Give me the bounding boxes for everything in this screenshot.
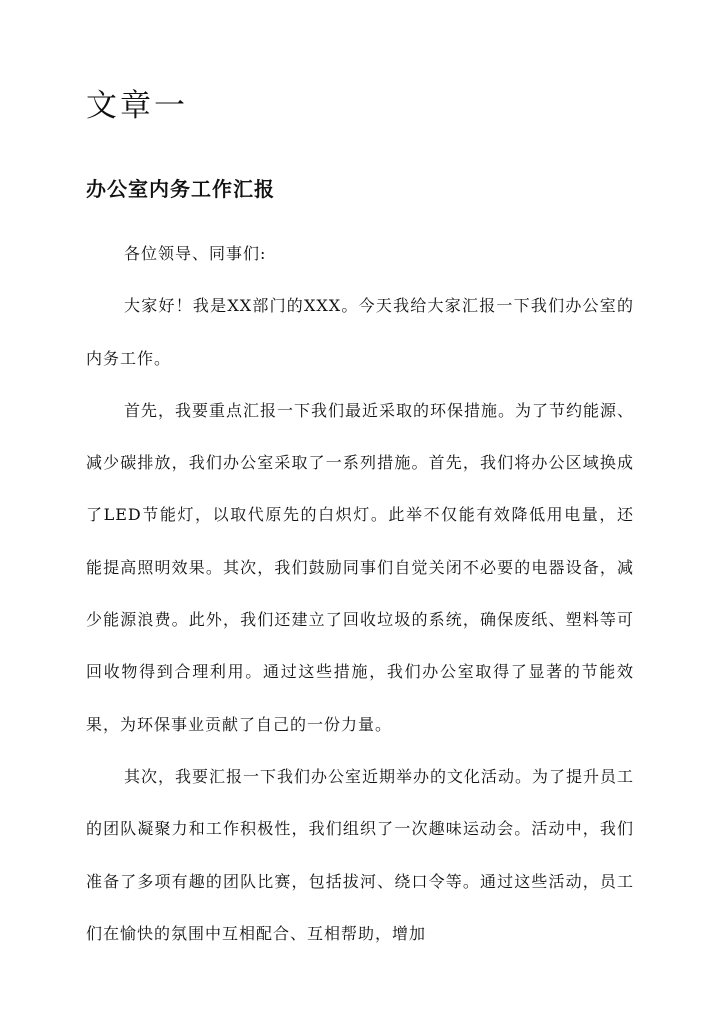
intro-paragraph: 大家好！我是XX部门的XXX。今天我给大家汇报一下我们办公室的内务工作。 [86, 296, 634, 368]
report-body [86, 228, 634, 960]
cultural-activities-paragraph: 其次，我要汇报一下我们办公室近期举办的文化活动。为了提升员工的团队凝聚力和工作积极性，我们组织了一次趣味运动会。活动中，我们准备了多项有趣的团队比赛，包括拔河、绕口令等。通过这些活动，员工们在愉快的氛围中互相配合、互相帮助，增加 [86, 766, 635, 943]
greeting-paragraph: 各位领导、同事们: [124, 244, 267, 263]
report-title: 办公室内务工作汇报 [86, 177, 275, 201]
environmental-measures-paragraph: 首先，我要重点汇报一下我们最近采取的环保措施。为了节约能源、减少碳排放，我们办公室采取了一系列措施。首先，我们将办公区域换成了LED节能灯，以取代原先的白炽灯。此举不仅能有效降低用电量，还能提高照明效果。其次，我们鼓励同事们自觉关闭不必要的电器设备，减少能源浪费。此外，我们还建立了回收垃圾的系统，确保废纸、塑料等可回收物得到合理利用。通过这些措施，我们办公室取得了显著的节能效果，为环保事业贡献了自己的一份力量。 [86, 400, 635, 734]
document-title: 文章一 [86, 88, 188, 124]
